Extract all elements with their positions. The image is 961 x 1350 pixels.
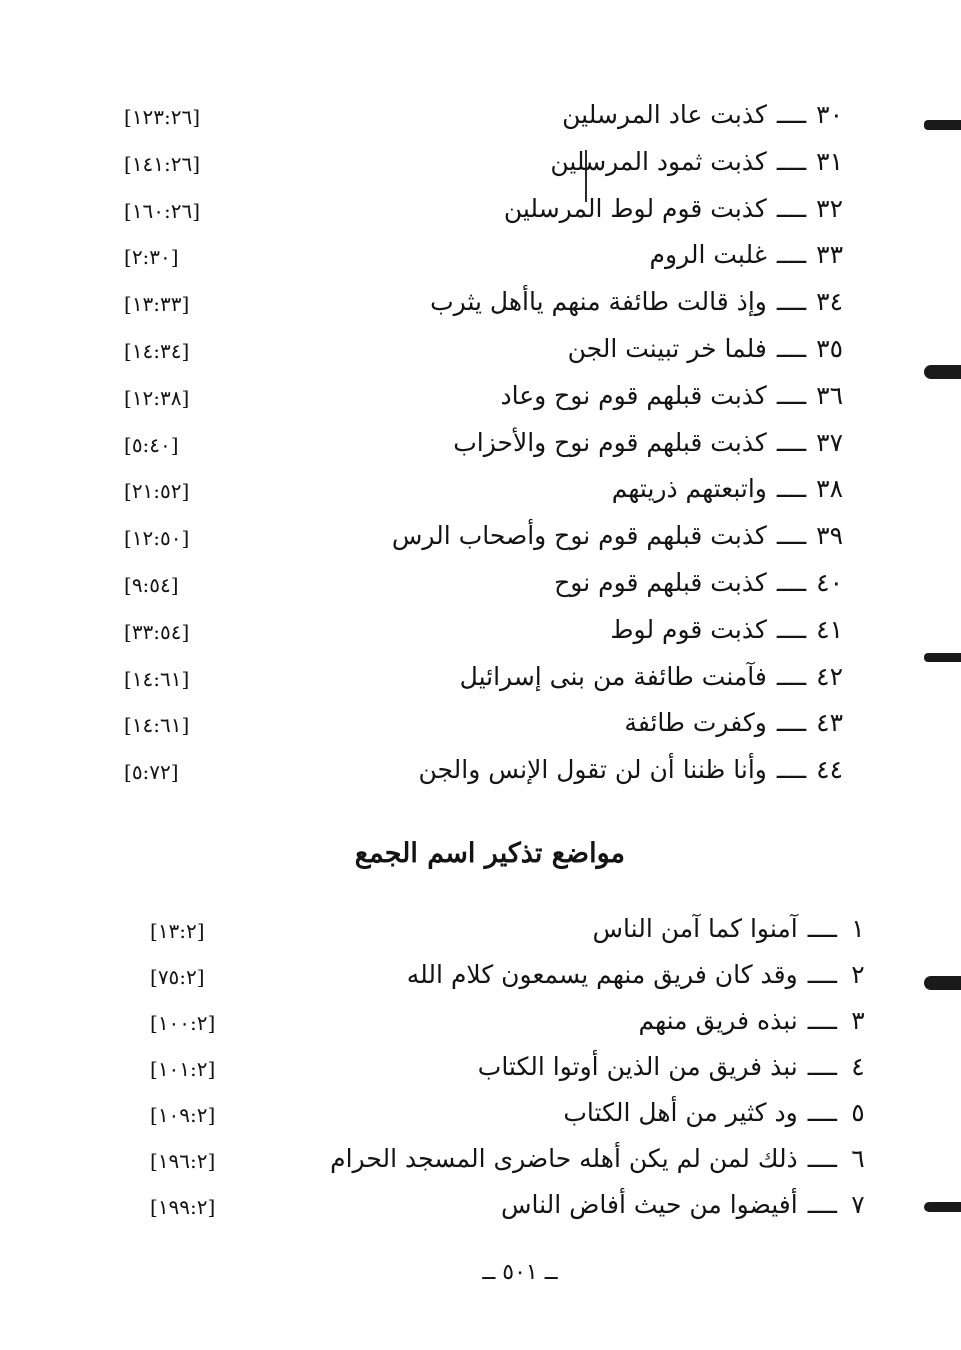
item-number: ٣٢	[816, 193, 843, 223]
list-item	[0, 613, 961, 660]
list-item	[0, 958, 961, 1004]
verse-reference: [٥:٧٢]	[124, 760, 179, 785]
item-dash: ــــ	[776, 146, 807, 176]
item-number: ٤٤	[816, 755, 843, 785]
verse-reference: [١٤:٦١]	[124, 713, 190, 738]
item-number: ٤٠	[816, 567, 843, 597]
list-item	[0, 145, 961, 192]
verse-reference: [٢:٣٠]	[124, 245, 179, 270]
verse-reference: [١٠١:٢]	[150, 1057, 216, 1081]
verse-text: غلبت الروم	[649, 240, 767, 270]
item-dash: ــــ	[807, 1144, 837, 1173]
item-number: ٤٣	[816, 708, 843, 738]
item-dash: ــــ	[776, 708, 807, 738]
verse-reference: [٢١:٥٢]	[124, 479, 190, 504]
item-dash: ــــ	[776, 567, 807, 597]
item-number: ٣٥	[816, 333, 843, 363]
list-item	[0, 98, 961, 145]
verse-reference: [٧٥:٢]	[150, 965, 205, 989]
verse-text: وكفرت طائفة	[624, 708, 767, 738]
item-number: ٣٤	[816, 287, 843, 317]
verse-text: كذبت ثمود المرسلين	[550, 146, 767, 176]
item-number: ٢	[851, 960, 865, 989]
list-item	[0, 1050, 961, 1096]
list-item	[0, 660, 961, 707]
list-item	[0, 238, 961, 285]
item-dash: ــــ	[807, 960, 837, 989]
list-item	[0, 472, 961, 519]
section-heading: مواضع تذكير اسم الجمع	[354, 838, 625, 869]
item-number: ٣٨	[816, 474, 843, 504]
verse-reference: [١٣:٢]	[150, 919, 205, 943]
verse-reference: [١٢:٥٠]	[124, 526, 190, 551]
verse-reference: [١٠٠:٢]	[150, 1011, 216, 1035]
verse-text: كذبت قبلهم قوم نوح وأصحاب الرس	[391, 521, 767, 551]
verse-reference: [١٣:٣٣]	[124, 292, 190, 317]
edge-mark	[924, 120, 961, 130]
verse-list-2	[0, 912, 961, 1234]
verse-text: وقد كان فريق منهم يسمعون كلام الله	[406, 960, 798, 989]
item-number: ٥	[851, 1098, 865, 1127]
item-dash: ــــ	[776, 240, 807, 270]
list-item	[0, 912, 961, 958]
item-number: ٣١	[816, 146, 843, 176]
verse-text: ود كثير من أهل الكتاب	[563, 1098, 798, 1127]
verse-text: نبذ فريق من الذين أوتوا الكتاب	[477, 1052, 798, 1081]
list-item	[0, 519, 961, 566]
list-item	[0, 192, 961, 239]
list-item	[0, 332, 961, 379]
item-dash: ــــ	[776, 614, 807, 644]
edge-mark	[924, 976, 961, 990]
verse-reference: [١٩٦:٢]	[150, 1149, 216, 1173]
list-item	[0, 753, 961, 800]
item-number: ٤	[851, 1052, 865, 1081]
item-dash: ــــ	[807, 1006, 837, 1035]
verse-reference: [١٤:٣٤]	[124, 338, 190, 363]
verse-reference: [١٢:٣٨]	[124, 385, 190, 410]
item-dash: ــــ	[776, 474, 807, 504]
item-number: ٣٠	[816, 100, 843, 129]
page-number: ــ ٥٠١ ــ	[482, 1260, 558, 1285]
item-dash: ــــ	[776, 521, 807, 551]
verse-text: نبذه فريق منهم	[638, 1006, 798, 1035]
verse-text: فآمنت طائفة من بنى إسرائيل	[459, 661, 767, 691]
list-item	[0, 379, 961, 426]
verse-text: وأنا ظننا أن لن تقول الإنس والجن	[418, 755, 767, 785]
verse-reference: [١٩٩:٢]	[150, 1195, 216, 1219]
edge-mark	[924, 365, 961, 379]
verse-reference: [١٠٩:٢]	[150, 1103, 216, 1127]
item-dash: ــــ	[776, 380, 807, 410]
list-item	[0, 1188, 961, 1234]
verse-reference: [١٤١:٢٦]	[124, 151, 201, 176]
list-item	[0, 1142, 961, 1188]
verse-text: كذبت قبلهم قوم نوح والأحزاب	[453, 427, 767, 457]
verse-text: كذبت قوم لوط المرسلين	[503, 193, 767, 223]
item-dash: ــــ	[776, 193, 807, 223]
item-number: ٧	[851, 1190, 865, 1219]
item-number: ٣٧	[816, 427, 843, 457]
list-item	[0, 285, 961, 332]
item-dash: ــــ	[776, 755, 807, 785]
item-number: ٤٢	[816, 661, 843, 691]
item-dash: ــــ	[776, 427, 807, 457]
item-dash: ــــ	[807, 1052, 837, 1081]
item-dash: ــــ	[807, 914, 837, 943]
item-dash: ــــ	[807, 1190, 837, 1219]
item-number: ٦	[851, 1144, 865, 1173]
list-item	[0, 1004, 961, 1050]
list-item	[0, 1096, 961, 1142]
item-number: ٤١	[816, 614, 843, 644]
verse-list-1	[0, 98, 961, 800]
verse-reference: [٥:٤٠]	[124, 432, 179, 457]
verse-text: فلما خر تبينت الجن	[567, 333, 767, 363]
verse-text: واتبعتهم ذريتهم	[611, 474, 767, 504]
list-item	[0, 426, 961, 473]
item-number: ٣	[851, 1006, 865, 1035]
verse-text: ذلك لمن لم يكن أهله حاضرى المسجد الحرام	[330, 1144, 798, 1173]
verse-reference: [٣٣:٥٤]	[124, 619, 190, 644]
verse-text: كذبت قوم لوط	[610, 614, 767, 644]
verse-text: أفيضوا من حيث أفاض الناس	[500, 1190, 798, 1219]
edge-mark	[924, 1202, 961, 1212]
item-number: ٣٩	[816, 521, 843, 551]
list-item	[0, 706, 961, 753]
item-number: ٣٣	[816, 240, 843, 270]
item-number: ١	[851, 914, 865, 943]
item-number: ٣٦	[816, 380, 843, 410]
verse-reference: [١٤:٦١]	[124, 666, 190, 691]
list-item	[0, 566, 961, 613]
item-dash: ــــ	[776, 100, 807, 129]
verse-reference: [١٦٠:٢٦]	[124, 198, 201, 223]
verse-reference: [١٢٣:٢٦]	[124, 105, 201, 129]
item-dash: ــــ	[776, 661, 807, 691]
verse-text: كذبت قبلهم قوم نوح	[554, 567, 767, 597]
verse-reference: [٩:٥٤]	[124, 572, 179, 597]
item-dash: ــــ	[807, 1098, 837, 1127]
edge-mark	[924, 653, 961, 662]
verse-text: وإذ قالت طائفة منهم ياأهل يثرب	[430, 287, 767, 317]
item-dash: ــــ	[776, 287, 807, 317]
item-dash: ــــ	[776, 333, 807, 363]
verse-text: آمنوا كما آمن الناس	[592, 914, 798, 943]
verse-text: كذبت عاد المرسلين	[562, 100, 767, 129]
verse-text: كذبت قبلهم قوم نوح وعاد	[500, 380, 767, 410]
